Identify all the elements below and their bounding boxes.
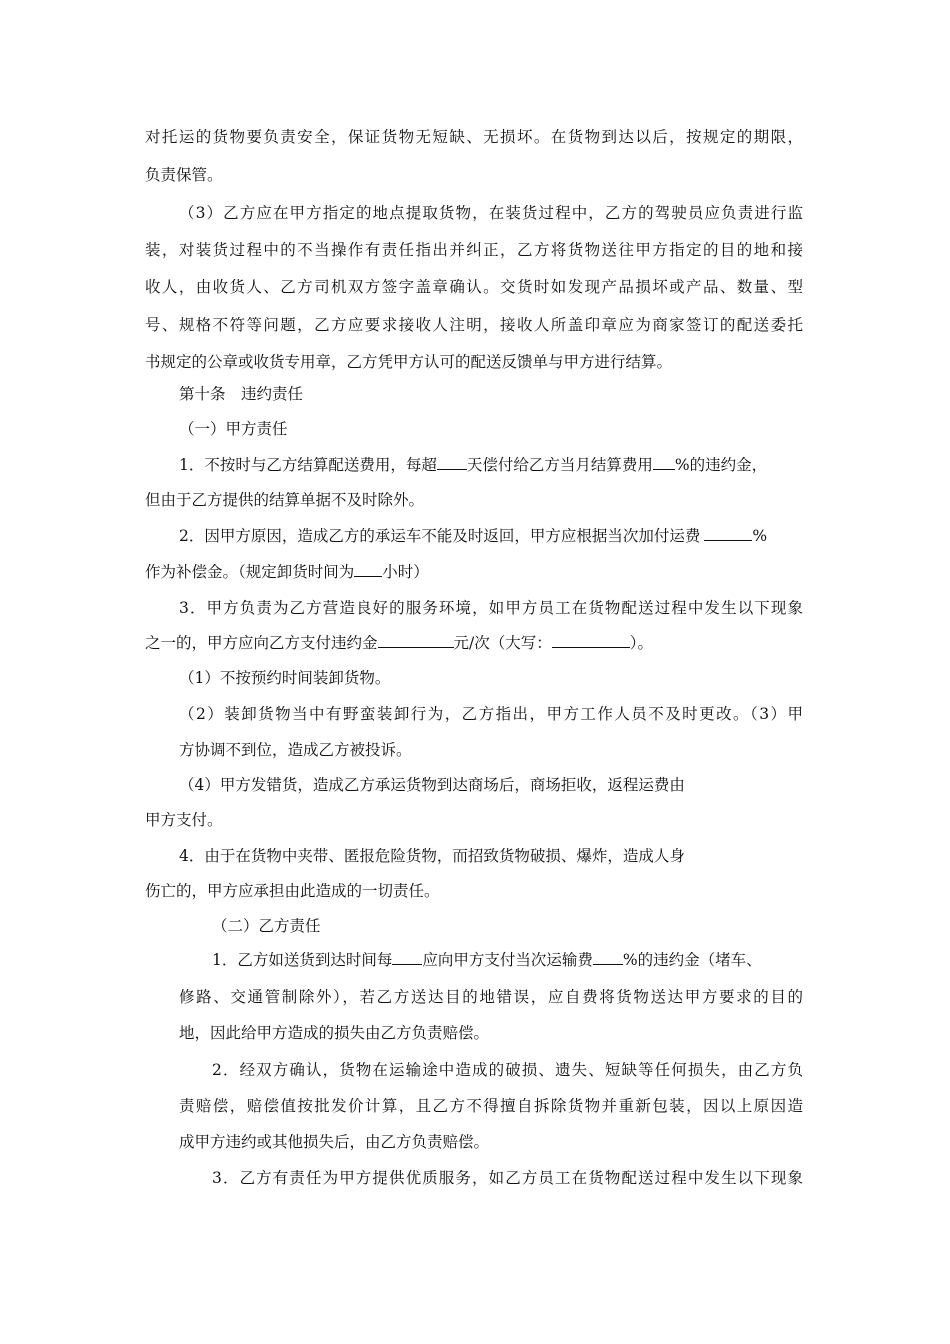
clause-line: 2．经双方确认，货物在运输途中造成的破损、遗失、短缺等任何损失，由乙方负 (212, 1061, 803, 1079)
subsection-heading: （一）甲方责任 (179, 420, 288, 438)
body-line: 伤亡的，甲方应承担由此造成的一切责任。 (145, 882, 440, 900)
blank-percent-field (653, 455, 675, 470)
blank-surcharge-field (704, 526, 752, 541)
blank-delay-field (392, 950, 422, 965)
clause-line: 3．乙方有责任为甲方提供优质服务，如乙方员工在货物配送过程中发生以下现象 (212, 1169, 803, 1187)
section-heading: 第十条 违约责任 (179, 385, 304, 403)
clause-text: 小时） (382, 563, 429, 581)
clause-text: % (752, 527, 768, 545)
clause-text: 2．因甲方原因，造成乙方的承运车不能及时返回，甲方应根据当次加付运费 (179, 527, 701, 545)
clause-text: 应向甲方支付当次运输费 (422, 951, 593, 969)
clause-text: 1．不按时与乙方结算配送费用，每超 (179, 456, 437, 474)
body-line: （3）乙方应在甲方指定的地点提取货物，在装货过程中，乙方的驾驶员应负责进行监 (179, 204, 803, 222)
body-line: 负责保管。 (145, 166, 223, 184)
list-item: （2）装卸货物当中有野蛮装卸行为，乙方指出，甲方工作人员不及时更改。（3）甲 (179, 705, 803, 723)
clause-text: %的违约金（堵车、 (622, 951, 762, 969)
clause-line (145, 562, 429, 582)
blank-hours-field (354, 562, 382, 577)
body-line: 3．甲方负责为乙方营造良好的服务环境，如甲方员工在货物配送过程中发生以下现象 (179, 599, 803, 617)
blank-amount-field (378, 633, 454, 648)
clause-text: 元/次（大写： (453, 634, 552, 652)
body-line: 成甲方违约或其他损失后，由乙方负责赔偿。 (179, 1133, 490, 1151)
body-line: 号、规格不符等问题，乙方应要求接收人注明，接收人所盖印章应为商家签订的配送委托 (145, 316, 803, 334)
list-item: （1）不按预约时间装卸货物。 (179, 669, 391, 687)
clause-text: 1．乙方如送货到达时间每 (212, 951, 393, 969)
clause-text: ）。 (629, 634, 654, 652)
body-line: 甲方支付。 (145, 811, 223, 829)
clause-line (212, 950, 762, 970)
body-line: 地，因此给甲方造成的损失由乙方负责赔偿。 (179, 1024, 490, 1042)
blank-penalty-percent-field (593, 950, 623, 965)
clause-line (179, 526, 767, 546)
subsection-heading: （二）乙方责任 (212, 917, 321, 935)
clause-text: 之一的，甲方应向乙方支付违约金 (145, 634, 378, 652)
body-line: 收人，由收货人、乙方司机双方签字盖章确认。交货时如发现产品损坏或产品、数量、型 (145, 278, 803, 296)
clause-line (145, 633, 653, 653)
blank-days-field (437, 455, 467, 470)
clause-line (179, 455, 767, 475)
body-line: 装，对装货过程中的不当操作有责任指出并纠正，乙方将货物送往甲方指定的目的地和接 (145, 241, 803, 259)
body-line: 但由于乙方提供的结算单据不及时除外。 (145, 491, 425, 509)
blank-amount-words-field (552, 633, 630, 648)
body-line: 修路、交通管制除外），若乙方送达目的地错误，应自费将货物送达甲方要求的目的 (179, 988, 803, 1006)
clause-text: %的违约金， (674, 456, 768, 474)
body-line: 对托运的货物要负责安全，保证货物无短缺、无损坏。在货物到达以后，按规定的期限， (145, 128, 803, 146)
list-item: 方协调不到位，造成乙方被投诉。 (179, 741, 412, 759)
list-item: （4）甲方发错货，造成乙方承运货物到达商场后，商场拒收，返程运费由 (179, 776, 685, 794)
body-line: 书规定的公章或收货专用章，乙方凭甲方认可的配送反馈单与甲方进行结算。 (145, 353, 673, 371)
body-line: 责赔偿，赔偿值按批发价计算，且乙方不得擅自拆除货物并重新包装，因以上原因造 (179, 1097, 803, 1115)
clause-text: 作为补偿金。（规定卸货时间为 (145, 563, 355, 581)
clause-line: 4．由于在货物中夹带、匿报危险货物，而招致货物破损、爆炸，造成人身 (179, 847, 685, 865)
clause-text: 天偿付给乙方当月结算费用 (466, 456, 653, 474)
